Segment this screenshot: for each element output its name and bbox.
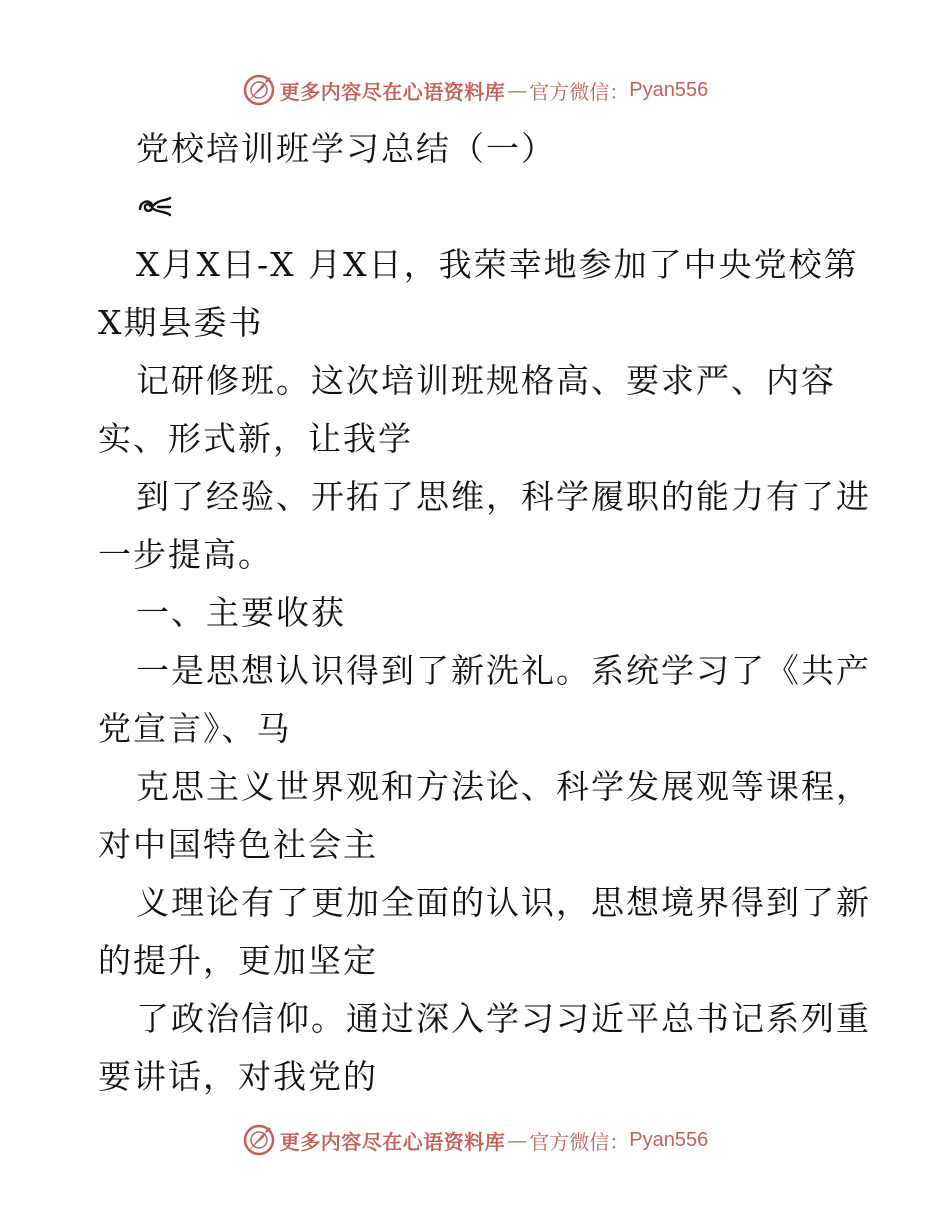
watermark-text: 更多内容尽在心语资料库 — [279, 79, 506, 104]
text-line: 一、主要收获 — [136, 593, 346, 632]
text-line: 一是思想认识得到了新洗礼。系统学习了《共产 — [136, 651, 871, 690]
watermark-banner-top — [0, 70, 950, 110]
text-line: 到了经验、开拓了思维，科学履职的能力有了进 — [136, 477, 871, 516]
text-line: 要讲话，对我党的 — [98, 1057, 378, 1096]
text-line: 克思主义世界观和方法论、科学发展观等课程， — [136, 767, 871, 806]
text-line: 党宣言》、马 — [98, 709, 292, 748]
text-line: 的提升，更加坚定 — [98, 941, 378, 980]
watermark-suffix: 官方微信： — [529, 79, 630, 104]
document-body — [98, 120, 871, 1106]
text-line: 对中国特色社会主 — [98, 825, 378, 864]
watermark-separator: — — [507, 78, 528, 102]
text-line: 实、形式新，让我学 — [98, 419, 413, 458]
text-line: 记研修班。这次培训班规格高、要求严、内容 — [136, 361, 836, 400]
text-line: X期县委书 — [98, 303, 264, 342]
ornament — [98, 178, 858, 236]
text-line: 了政治信仰。通过深入学习习近平总书记系列重 — [136, 999, 871, 1038]
logo-icon — [242, 1123, 276, 1157]
logo-icon — [242, 73, 276, 107]
text-line: X月X日-X 月X日，我荣幸地参加了中央党校第 — [136, 245, 859, 284]
watermark-banner-bottom — [0, 1120, 950, 1160]
fleuron-icon — [136, 195, 174, 219]
paragraph — [98, 236, 871, 1106]
watermark-id: Pyan556 — [629, 78, 709, 101]
watermark-text: 更多内容尽在心语资料库 — [279, 1129, 506, 1154]
document-title: 党校培训班学习总结（一） — [136, 129, 556, 168]
watermark-suffix: 官方微信： — [529, 1129, 630, 1154]
text-line: 义理论有了更加全面的认识，思想境界得到了新 — [136, 883, 871, 922]
watermark-id: Pyan556 — [629, 1128, 709, 1151]
watermark-separator: — — [507, 1128, 528, 1152]
text-line: 一步提高。 — [98, 535, 273, 574]
